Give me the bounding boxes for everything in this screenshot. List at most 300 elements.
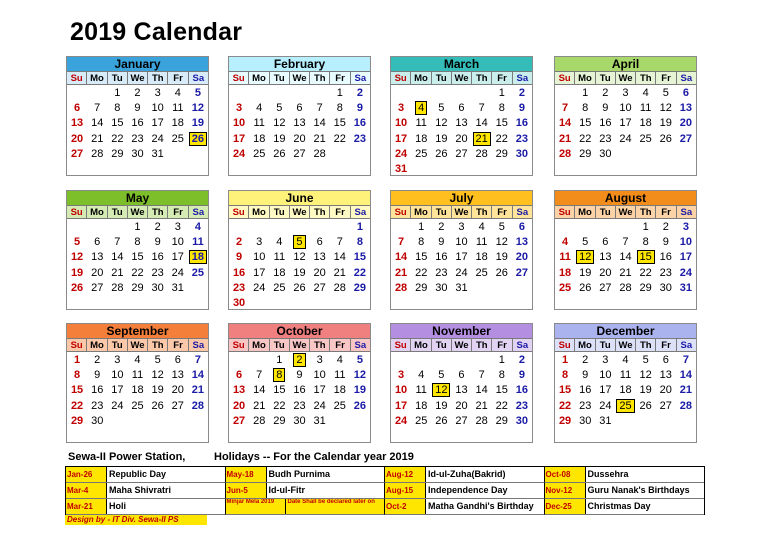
calendar-date[interactable]: 13 <box>293 117 306 130</box>
calendar-date[interactable]: 11 <box>131 369 144 382</box>
calendar-date[interactable]: 28 <box>191 399 205 412</box>
calendar-date[interactable]: 28 <box>619 281 632 294</box>
calendar-date[interactable]: 2 <box>154 221 161 233</box>
calendar-date[interactable]: 19 <box>435 399 448 412</box>
calendar-date[interactable]: 21 <box>111 266 124 279</box>
holiday-date[interactable]: 25 <box>615 399 635 414</box>
calendar-date[interactable]: 6 <box>316 236 323 249</box>
calendar-date[interactable]: 8 <box>356 236 363 249</box>
calendar-date[interactable]: 6 <box>458 102 465 115</box>
calendar-date[interactable]: 12 <box>353 369 367 382</box>
calendar-date[interactable]: 17 <box>151 117 164 130</box>
calendar-date[interactable]: 18 <box>253 132 266 145</box>
calendar-date[interactable]: 25 <box>639 132 652 145</box>
calendar-date[interactable]: 13 <box>455 117 468 130</box>
calendar-date[interactable]: 3 <box>154 87 161 99</box>
calendar-date[interactable]: 8 <box>418 236 425 249</box>
calendar-date[interactable]: 10 <box>394 117 408 130</box>
calendar-date[interactable]: 19 <box>191 117 205 130</box>
calendar-date[interactable]: 14 <box>253 384 266 397</box>
calendar-date[interactable]: 7 <box>682 354 689 366</box>
calendar-date[interactable]: 24 <box>619 132 632 145</box>
calendar-date[interactable]: 26 <box>639 399 652 412</box>
calendar-date[interactable]: 10 <box>151 102 164 115</box>
calendar-date[interactable]: 3 <box>174 221 181 233</box>
calendar-date[interactable]: 22 <box>558 399 572 412</box>
calendar-date[interactable]: 16 <box>232 266 246 279</box>
calendar-date[interactable]: 15 <box>111 117 124 130</box>
calendar-date[interactable]: 14 <box>313 117 326 130</box>
calendar-date[interactable]: 23 <box>515 132 529 145</box>
calendar-date[interactable]: 29 <box>495 414 508 427</box>
calendar-date[interactable]: 20 <box>313 266 326 279</box>
calendar-date[interactable]: 26 <box>151 399 164 412</box>
calendar-date[interactable]: 31 <box>171 281 184 294</box>
calendar-date[interactable]: 13 <box>679 102 693 115</box>
holiday-date[interactable]: 21 <box>472 132 492 147</box>
calendar-date[interactable]: 21 <box>313 132 326 145</box>
calendar-date[interactable]: 12 <box>273 117 286 130</box>
calendar-date[interactable]: 10 <box>599 369 612 382</box>
calendar-date[interactable]: 3 <box>458 221 465 233</box>
calendar-date[interactable]: 29 <box>70 414 84 427</box>
calendar-date[interactable]: 14 <box>475 384 488 397</box>
calendar-date[interactable]: 28 <box>394 281 408 294</box>
calendar-date[interactable]: 27 <box>293 147 306 160</box>
calendar-date[interactable]: 28 <box>111 281 124 294</box>
calendar-date[interactable]: 13 <box>171 369 184 382</box>
calendar-date[interactable]: 5 <box>356 354 363 366</box>
calendar-date[interactable]: 10 <box>679 236 693 249</box>
calendar-date[interactable]: 29 <box>495 147 508 160</box>
calendar-date[interactable]: 20 <box>599 266 612 279</box>
calendar-date[interactable]: 17 <box>111 384 124 397</box>
calendar-date[interactable]: 29 <box>558 414 572 427</box>
calendar-date[interactable]: 11 <box>415 384 427 397</box>
calendar-date[interactable]: 15 <box>495 384 508 397</box>
calendar-date[interactable]: 31 <box>455 281 468 294</box>
calendar-date[interactable]: 21 <box>679 384 693 397</box>
calendar-date[interactable]: 14 <box>679 369 693 382</box>
calendar-date[interactable]: 13 <box>232 384 246 397</box>
calendar-date[interactable]: 25 <box>475 266 488 279</box>
calendar-date[interactable]: 28 <box>475 147 488 160</box>
calendar-date[interactable]: 7 <box>622 236 629 249</box>
calendar-date[interactable]: 25 <box>131 399 144 412</box>
calendar-date[interactable]: 14 <box>475 117 488 130</box>
calendar-date[interactable]: 9 <box>518 102 525 115</box>
calendar-date[interactable]: 27 <box>171 399 184 412</box>
calendar-date[interactable]: 9 <box>518 369 525 382</box>
calendar-date[interactable]: 10 <box>111 369 124 382</box>
calendar-date[interactable]: 22 <box>639 266 652 279</box>
calendar-date[interactable]: 30 <box>515 414 529 427</box>
calendar-date[interactable]: 3 <box>316 354 323 366</box>
calendar-date[interactable]: 25 <box>333 399 346 412</box>
calendar-date[interactable]: 3 <box>398 369 405 382</box>
holiday-date[interactable]: 18 <box>188 250 208 265</box>
calendar-date[interactable]: 15 <box>333 117 346 130</box>
calendar-date[interactable]: 31 <box>679 281 693 294</box>
calendar-date[interactable]: 12 <box>191 102 205 115</box>
calendar-date[interactable]: 10 <box>171 236 184 249</box>
calendar-date[interactable]: 6 <box>94 236 101 249</box>
calendar-date[interactable]: 8 <box>562 369 569 382</box>
calendar-date[interactable]: 19 <box>273 132 286 145</box>
calendar-date[interactable]: 18 <box>273 266 286 279</box>
calendar-date[interactable]: 24 <box>253 281 266 294</box>
calendar-date[interactable]: 19 <box>495 251 508 264</box>
calendar-date[interactable]: 17 <box>455 251 468 264</box>
calendar-date[interactable]: 31 <box>151 147 164 160</box>
calendar-date[interactable]: 21 <box>333 266 346 279</box>
calendar-date[interactable]: 29 <box>131 281 144 294</box>
calendar-date[interactable]: 20 <box>515 251 529 264</box>
calendar-date[interactable]: 17 <box>171 251 184 264</box>
calendar-date[interactable]: 21 <box>394 266 408 279</box>
calendar-date[interactable]: 30 <box>579 414 592 427</box>
calendar-date[interactable]: 8 <box>498 102 505 115</box>
calendar-date[interactable]: 16 <box>579 384 592 397</box>
calendar-date[interactable]: 5 <box>642 354 649 366</box>
calendar-date[interactable]: 19 <box>293 266 306 279</box>
calendar-date[interactable]: 24 <box>151 132 164 145</box>
calendar-date[interactable]: 4 <box>276 236 283 249</box>
calendar-date[interactable]: 6 <box>236 369 243 382</box>
calendar-date[interactable]: 12 <box>495 236 508 249</box>
calendar-date[interactable]: 29 <box>111 147 124 160</box>
calendar-date[interactable]: 9 <box>236 251 243 264</box>
calendar-date[interactable]: 8 <box>336 102 343 115</box>
calendar-date[interactable]: 27 <box>679 132 693 145</box>
calendar-date[interactable]: 26 <box>273 147 286 160</box>
calendar-date[interactable]: 22 <box>353 266 367 279</box>
calendar-date[interactable]: 13 <box>659 369 672 382</box>
calendar-date[interactable]: 30 <box>91 414 104 427</box>
calendar-date[interactable]: 13 <box>313 251 326 264</box>
calendar-date[interactable]: 4 <box>194 221 201 233</box>
calendar-date[interactable]: 5 <box>276 102 283 115</box>
calendar-date[interactable]: 12 <box>659 102 672 115</box>
calendar-date[interactable]: 4 <box>562 236 569 249</box>
calendar-date[interactable]: 23 <box>435 266 448 279</box>
calendar-date[interactable]: 17 <box>313 384 326 397</box>
calendar-date[interactable]: 13 <box>70 117 84 130</box>
calendar-date[interactable]: 5 <box>154 354 161 366</box>
calendar-date[interactable]: 11 <box>273 251 286 264</box>
calendar-date[interactable]: 5 <box>194 87 201 99</box>
calendar-date[interactable]: 26 <box>435 414 448 427</box>
calendar-date[interactable]: 23 <box>353 132 367 145</box>
calendar-date[interactable]: 10 <box>619 102 632 115</box>
calendar-date[interactable]: 7 <box>316 102 323 115</box>
calendar-date[interactable]: 30 <box>435 281 448 294</box>
calendar-date[interactable]: 18 <box>415 132 428 145</box>
calendar-date[interactable]: 15 <box>131 251 144 264</box>
calendar-date[interactable]: 30 <box>232 296 246 309</box>
calendar-date[interactable]: 24 <box>232 147 246 160</box>
calendar-date[interactable]: 17 <box>679 251 693 264</box>
calendar-date[interactable]: 18 <box>171 117 184 130</box>
calendar-date[interactable]: 13 <box>515 236 529 249</box>
calendar-date[interactable]: 24 <box>599 399 612 412</box>
calendar-date[interactable]: 16 <box>293 384 306 397</box>
calendar-date[interactable]: 15 <box>70 384 84 397</box>
calendar-date[interactable]: 25 <box>273 281 286 294</box>
calendar-date[interactable]: 27 <box>70 147 84 160</box>
calendar-date[interactable]: 7 <box>94 102 101 115</box>
calendar-date[interactable]: 27 <box>659 399 672 412</box>
calendar-date[interactable]: 19 <box>659 117 672 130</box>
calendar-date[interactable]: 20 <box>679 117 693 130</box>
calendar-date[interactable]: 25 <box>415 147 428 160</box>
calendar-date[interactable]: 14 <box>111 251 124 264</box>
calendar-date[interactable]: 15 <box>273 384 286 397</box>
calendar-date[interactable]: 26 <box>293 281 306 294</box>
calendar-date[interactable]: 8 <box>134 236 141 249</box>
calendar-date[interactable]: 31 <box>599 414 612 427</box>
calendar-date[interactable]: 11 <box>559 251 571 264</box>
calendar-date[interactable]: 2 <box>518 354 525 366</box>
calendar-date[interactable]: 11 <box>415 117 427 130</box>
calendar-date[interactable]: 18 <box>333 384 346 397</box>
calendar-date[interactable]: 1 <box>336 87 343 99</box>
calendar-date[interactable]: 20 <box>293 132 306 145</box>
calendar-date[interactable]: 13 <box>455 384 468 397</box>
calendar-date[interactable]: 28 <box>91 147 104 160</box>
calendar-date[interactable]: 17 <box>253 266 266 279</box>
calendar-date[interactable]: 30 <box>293 414 306 427</box>
calendar-date[interactable]: 2 <box>236 236 243 249</box>
calendar-date[interactable]: 19 <box>70 266 84 279</box>
calendar-date[interactable]: 21 <box>475 399 488 412</box>
calendar-date[interactable]: 9 <box>154 236 161 249</box>
calendar-date[interactable]: 29 <box>273 414 286 427</box>
calendar-date[interactable]: 9 <box>662 236 669 249</box>
calendar-date[interactable]: 26 <box>495 266 508 279</box>
calendar-date[interactable]: 15 <box>558 384 572 397</box>
calendar-date[interactable]: 16 <box>515 117 529 130</box>
calendar-date[interactable]: 20 <box>171 384 184 397</box>
calendar-date[interactable]: 22 <box>333 132 346 145</box>
holiday-date[interactable]: 2 <box>289 353 309 368</box>
calendar-date[interactable]: 11 <box>619 369 632 382</box>
calendar-date[interactable]: 2 <box>582 354 589 366</box>
calendar-date[interactable]: 25 <box>558 281 572 294</box>
calendar-date[interactable]: 24 <box>394 147 408 160</box>
calendar-date[interactable]: 18 <box>475 251 488 264</box>
calendar-date[interactable]: 15 <box>495 117 508 130</box>
calendar-date[interactable]: 31 <box>394 162 408 175</box>
calendar-date[interactable]: 1 <box>134 221 141 233</box>
calendar-date[interactable]: 14 <box>558 117 572 130</box>
calendar-date[interactable]: 22 <box>111 132 124 145</box>
calendar-date[interactable]: 24 <box>111 399 124 412</box>
calendar-date[interactable]: 16 <box>91 384 104 397</box>
calendar-date[interactable]: 2 <box>356 87 363 99</box>
calendar-date[interactable]: 12 <box>151 369 164 382</box>
calendar-date[interactable]: 23 <box>91 399 104 412</box>
calendar-date[interactable]: 20 <box>232 399 246 412</box>
calendar-date[interactable]: 9 <box>582 369 589 382</box>
calendar-date[interactable]: 6 <box>174 354 181 366</box>
calendar-date[interactable]: 20 <box>455 132 468 145</box>
calendar-date[interactable]: 5 <box>438 369 445 382</box>
calendar-date[interactable]: 7 <box>562 102 569 115</box>
calendar-date[interactable]: 1 <box>276 354 283 366</box>
calendar-date[interactable]: 26 <box>353 399 367 412</box>
calendar-date[interactable]: 23 <box>659 266 672 279</box>
calendar-date[interactable]: 3 <box>236 102 243 115</box>
calendar-date[interactable]: 27 <box>455 414 468 427</box>
calendar-date[interactable]: 9 <box>602 102 609 115</box>
calendar-date[interactable]: 27 <box>599 281 612 294</box>
calendar-date[interactable]: 9 <box>356 102 363 115</box>
calendar-date[interactable]: 7 <box>256 369 263 382</box>
calendar-date[interactable]: 31 <box>313 414 326 427</box>
calendar-date[interactable]: 28 <box>253 414 266 427</box>
calendar-date[interactable]: 23 <box>151 266 164 279</box>
calendar-date[interactable]: 12 <box>293 251 306 264</box>
calendar-date[interactable]: 9 <box>94 369 101 382</box>
calendar-date[interactable]: 24 <box>394 414 408 427</box>
calendar-date[interactable]: 16 <box>435 251 448 264</box>
calendar-date[interactable]: 18 <box>131 384 144 397</box>
calendar-date[interactable]: 23 <box>579 399 592 412</box>
calendar-date[interactable]: 5 <box>498 221 505 233</box>
calendar-date[interactable]: 4 <box>174 87 181 99</box>
calendar-date[interactable]: 28 <box>475 414 488 427</box>
calendar-date[interactable]: 18 <box>619 384 632 397</box>
calendar-date[interactable]: 20 <box>91 266 104 279</box>
calendar-date[interactable]: 5 <box>662 87 669 99</box>
calendar-date[interactable]: 16 <box>353 117 367 130</box>
calendar-date[interactable]: 19 <box>353 384 367 397</box>
calendar-date[interactable]: 5 <box>582 236 589 249</box>
calendar-date[interactable]: 7 <box>336 236 343 249</box>
calendar-date[interactable]: 30 <box>659 281 672 294</box>
calendar-date[interactable]: 19 <box>639 384 652 397</box>
calendar-date[interactable]: 22 <box>131 266 144 279</box>
calendar-date[interactable]: 6 <box>682 87 689 99</box>
calendar-date[interactable]: 8 <box>74 369 81 382</box>
calendar-date[interactable]: 26 <box>579 281 592 294</box>
calendar-date[interactable]: 12 <box>70 251 84 264</box>
calendar-date[interactable]: 13 <box>599 251 612 264</box>
calendar-date[interactable]: 6 <box>74 102 81 115</box>
calendar-date[interactable]: 28 <box>679 399 693 412</box>
calendar-date[interactable]: 16 <box>515 384 529 397</box>
calendar-date[interactable]: 14 <box>619 251 632 264</box>
calendar-date[interactable]: 21 <box>91 132 104 145</box>
calendar-date[interactable]: 5 <box>74 236 81 249</box>
calendar-date[interactable]: 30 <box>599 147 612 160</box>
holiday-date[interactable]: 12 <box>575 250 595 265</box>
calendar-date[interactable]: 8 <box>498 369 505 382</box>
calendar-date[interactable]: 1 <box>498 354 505 366</box>
calendar-date[interactable]: 11 <box>475 236 488 249</box>
calendar-date[interactable]: 25 <box>191 266 205 279</box>
holiday-date[interactable]: 4 <box>411 101 431 116</box>
calendar-date[interactable]: 13 <box>91 251 104 264</box>
calendar-date[interactable]: 10 <box>313 369 326 382</box>
calendar-date[interactable]: 2 <box>602 87 609 99</box>
calendar-date[interactable]: 14 <box>91 117 104 130</box>
calendar-date[interactable]: 26 <box>70 281 84 294</box>
calendar-date[interactable]: 22 <box>579 132 592 145</box>
calendar-date[interactable]: 14 <box>191 369 205 382</box>
calendar-date[interactable]: 1 <box>642 221 649 233</box>
calendar-date[interactable]: 4 <box>642 87 649 99</box>
calendar-date[interactable]: 4 <box>134 354 141 366</box>
calendar-date[interactable]: 12 <box>435 117 448 130</box>
calendar-date[interactable]: 1 <box>562 354 569 366</box>
calendar-date[interactable]: 3 <box>114 354 121 366</box>
calendar-date[interactable]: 5 <box>438 102 445 115</box>
calendar-date[interactable]: 2 <box>94 354 101 366</box>
calendar-date[interactable]: 10 <box>455 236 468 249</box>
calendar-date[interactable]: 7 <box>478 369 485 382</box>
calendar-date[interactable]: 7 <box>114 236 121 249</box>
calendar-date[interactable]: 22 <box>70 399 84 412</box>
calendar-date[interactable]: 4 <box>478 221 485 233</box>
calendar-date[interactable]: 17 <box>619 117 632 130</box>
calendar-date[interactable]: 9 <box>134 102 141 115</box>
calendar-date[interactable]: 1 <box>582 87 589 99</box>
calendar-date[interactable]: 28 <box>333 281 346 294</box>
calendar-date[interactable]: 8 <box>582 102 589 115</box>
calendar-date[interactable]: 6 <box>662 354 669 366</box>
calendar-date[interactable]: 27 <box>313 281 326 294</box>
calendar-date[interactable]: 12 <box>639 369 652 382</box>
calendar-date[interactable]: 27 <box>455 147 468 160</box>
calendar-date[interactable]: 21 <box>619 266 632 279</box>
calendar-date[interactable]: 22 <box>273 399 286 412</box>
calendar-date[interactable]: 23 <box>232 281 246 294</box>
calendar-date[interactable]: 20 <box>70 132 84 145</box>
calendar-date[interactable]: 16 <box>659 251 672 264</box>
calendar-date[interactable]: 27 <box>515 266 529 279</box>
calendar-date[interactable]: 29 <box>415 281 428 294</box>
calendar-date[interactable]: 4 <box>418 369 425 382</box>
calendar-date[interactable]: 3 <box>602 354 609 366</box>
calendar-date[interactable]: 14 <box>333 251 346 264</box>
calendar-date[interactable]: 7 <box>398 236 405 249</box>
calendar-date[interactable]: 21 <box>558 132 572 145</box>
holiday-date[interactable]: 5 <box>289 235 309 250</box>
holiday-date[interactable]: 8 <box>269 368 289 383</box>
calendar-date[interactable]: 3 <box>256 236 263 249</box>
calendar-date[interactable]: 20 <box>659 384 672 397</box>
calendar-date[interactable]: 30 <box>515 147 529 160</box>
calendar-date[interactable]: 7 <box>194 354 201 366</box>
calendar-date[interactable]: 22 <box>495 132 508 145</box>
calendar-date[interactable]: 24 <box>313 399 326 412</box>
calendar-date[interactable]: 25 <box>253 147 266 160</box>
calendar-date[interactable]: 11 <box>192 236 204 249</box>
calendar-date[interactable]: 4 <box>256 102 263 115</box>
calendar-date[interactable]: 25 <box>415 414 428 427</box>
calendar-date[interactable]: 22 <box>415 266 428 279</box>
calendar-date[interactable]: 6 <box>458 369 465 382</box>
calendar-date[interactable]: 20 <box>455 399 468 412</box>
calendar-date[interactable]: 9 <box>296 369 303 382</box>
calendar-date[interactable]: 10 <box>232 117 246 130</box>
calendar-date[interactable]: 16 <box>131 117 144 130</box>
calendar-date[interactable]: 10 <box>253 251 266 264</box>
calendar-date[interactable]: 7 <box>478 102 485 115</box>
holiday-date[interactable]: 26 <box>188 132 208 147</box>
